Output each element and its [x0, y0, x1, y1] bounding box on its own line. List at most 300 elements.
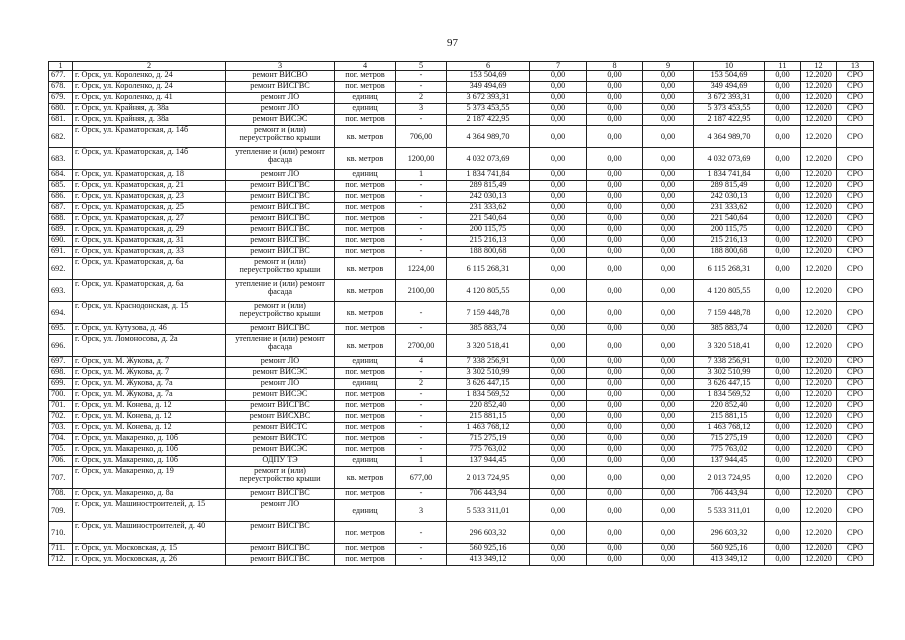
method-cell: СРО: [837, 522, 874, 544]
regional-cost-cell: 289 815,49: [694, 181, 765, 192]
quantity-cell: -: [396, 192, 447, 203]
total-cost-cell: 6 115 268,31: [447, 258, 530, 280]
column-header: 2: [73, 62, 226, 71]
method-cell: СРО: [837, 445, 874, 456]
quantity-cell: 1: [396, 456, 447, 467]
budget-cost-cell: 0,00: [587, 214, 643, 225]
owner-cost-cell: 0,00: [643, 456, 694, 467]
deadline-cell: 12.2020: [801, 181, 837, 192]
address-cell: г. Орск, ул. Краматорская, д. 6а: [73, 258, 226, 280]
budget-cost-cell: 0,00: [587, 467, 643, 489]
fund-cost-cell: 0,00: [530, 71, 587, 82]
deadline-cell: 12.2020: [801, 456, 837, 467]
fund-cost-cell: 0,00: [530, 203, 587, 214]
fund-cost-cell: 0,00: [530, 258, 587, 280]
quantity-cell: -: [396, 82, 447, 93]
quantity-cell: -: [396, 71, 447, 82]
work-type-cell: ремонт ВИСГВС: [226, 82, 335, 93]
unit-cell: пог. метров: [335, 115, 396, 126]
row-number-cell: 708.: [49, 489, 73, 500]
other-cost-cell: 0,00: [765, 126, 801, 148]
budget-cost-cell: 0,00: [587, 324, 643, 335]
unit-cell: кв. метров: [335, 280, 396, 302]
deadline-cell: 12.2020: [801, 379, 837, 390]
unit-cell: пог. метров: [335, 434, 396, 445]
address-cell: г. Орск, ул. Московская, д. 26: [73, 555, 226, 566]
total-cost-cell: 4 364 989,70: [447, 126, 530, 148]
unit-cell: единиц: [335, 456, 396, 467]
quantity-cell: -: [396, 203, 447, 214]
regional-cost-cell: 242 030,13: [694, 192, 765, 203]
row-number-cell: 684.: [49, 170, 73, 181]
quantity-cell: 2100,00: [396, 280, 447, 302]
unit-cell: единиц: [335, 93, 396, 104]
work-type-cell: ремонт ВИСГВС: [226, 236, 335, 247]
row-number-cell: 712.: [49, 555, 73, 566]
other-cost-cell: 0,00: [765, 225, 801, 236]
address-cell: г. Орск, ул. Краматорская, д. 21: [73, 181, 226, 192]
unit-cell: пог. метров: [335, 555, 396, 566]
fund-cost-cell: 0,00: [530, 192, 587, 203]
owner-cost-cell: 0,00: [643, 544, 694, 555]
table-row: [49, 236, 874, 247]
deadline-cell: 12.2020: [801, 82, 837, 93]
other-cost-cell: 0,00: [765, 82, 801, 93]
row-number-cell: 694.: [49, 302, 73, 324]
quantity-cell: -: [396, 489, 447, 500]
other-cost-cell: 0,00: [765, 368, 801, 379]
fund-cost-cell: 0,00: [530, 214, 587, 225]
method-cell: СРО: [837, 401, 874, 412]
unit-cell: пог. метров: [335, 236, 396, 247]
owner-cost-cell: 0,00: [643, 203, 694, 214]
work-type-cell: ремонт ВИСГВС: [226, 555, 335, 566]
total-cost-cell: 4 032 073,69: [447, 148, 530, 170]
header-row: [49, 62, 874, 71]
total-cost-cell: 215 216,13: [447, 236, 530, 247]
row-number-cell: 680.: [49, 104, 73, 115]
deadline-cell: 12.2020: [801, 236, 837, 247]
work-type-cell: ремонт и (или) переустройство крыши: [226, 258, 335, 280]
owner-cost-cell: 0,00: [643, 104, 694, 115]
unit-cell: кв. метров: [335, 148, 396, 170]
budget-cost-cell: 0,00: [587, 181, 643, 192]
work-type-cell: ремонт и (или) переустройство крыши: [226, 467, 335, 489]
other-cost-cell: 0,00: [765, 302, 801, 324]
address-cell: г. Орск, ул. М. Конева, д. 12: [73, 412, 226, 423]
address-cell: г. Орск, ул. Краматорская, д. 18: [73, 170, 226, 181]
table-row: [49, 214, 874, 225]
row-number-cell: 689.: [49, 225, 73, 236]
table-row: [49, 302, 874, 324]
address-cell: г. Орск, ул. Краматорская, д. 27: [73, 214, 226, 225]
method-cell: СРО: [837, 302, 874, 324]
total-cost-cell: 3 302 510,99: [447, 368, 530, 379]
deadline-cell: 12.2020: [801, 170, 837, 181]
fund-cost-cell: 0,00: [530, 335, 587, 357]
fund-cost-cell: 0,00: [530, 126, 587, 148]
regional-cost-cell: 775 763,02: [694, 445, 765, 456]
deadline-cell: 12.2020: [801, 368, 837, 379]
row-number-cell: 700.: [49, 390, 73, 401]
row-number-cell: 701.: [49, 401, 73, 412]
total-cost-cell: 715 275,19: [447, 434, 530, 445]
owner-cost-cell: 0,00: [643, 467, 694, 489]
row-number-cell: 677.: [49, 71, 73, 82]
method-cell: СРО: [837, 71, 874, 82]
method-cell: СРО: [837, 423, 874, 434]
row-number-cell: 682.: [49, 126, 73, 148]
budget-cost-cell: 0,00: [587, 412, 643, 423]
fund-cost-cell: 0,00: [530, 445, 587, 456]
budget-cost-cell: 0,00: [587, 258, 643, 280]
owner-cost-cell: 0,00: [643, 192, 694, 203]
column-header: 8: [587, 62, 643, 71]
row-number-cell: 697.: [49, 357, 73, 368]
fund-cost-cell: 0,00: [530, 170, 587, 181]
quantity-cell: 2: [396, 379, 447, 390]
table-row: [49, 247, 874, 258]
other-cost-cell: 0,00: [765, 379, 801, 390]
unit-cell: пог. метров: [335, 192, 396, 203]
regional-cost-cell: 715 275,19: [694, 434, 765, 445]
address-cell: г. Орск, ул. Краснодонская, д. 15: [73, 302, 226, 324]
total-cost-cell: 215 881,15: [447, 412, 530, 423]
method-cell: СРО: [837, 489, 874, 500]
work-type-cell: ремонт ВИСГВС: [226, 214, 335, 225]
owner-cost-cell: 0,00: [643, 236, 694, 247]
budget-cost-cell: 0,00: [587, 456, 643, 467]
other-cost-cell: 0,00: [765, 258, 801, 280]
row-number-cell: 707.: [49, 467, 73, 489]
quantity-cell: -: [396, 214, 447, 225]
owner-cost-cell: 0,00: [643, 434, 694, 445]
quantity-cell: -: [396, 115, 447, 126]
other-cost-cell: 0,00: [765, 170, 801, 181]
method-cell: СРО: [837, 181, 874, 192]
regional-cost-cell: 188 800,68: [694, 247, 765, 258]
table-row: [49, 71, 874, 82]
regional-cost-cell: 215 881,15: [694, 412, 765, 423]
unit-cell: кв. метров: [335, 126, 396, 148]
regional-cost-cell: 6 115 268,31: [694, 258, 765, 280]
method-cell: СРО: [837, 170, 874, 181]
quantity-cell: 1200,00: [396, 148, 447, 170]
regional-cost-cell: 385 883,74: [694, 324, 765, 335]
row-number-cell: 710.: [49, 522, 73, 544]
deadline-cell: 12.2020: [801, 280, 837, 302]
unit-cell: пог. метров: [335, 368, 396, 379]
regional-cost-cell: 4 032 073,69: [694, 148, 765, 170]
column-header: 1: [49, 62, 73, 71]
works-table: [48, 61, 874, 566]
total-cost-cell: 560 925,16: [447, 544, 530, 555]
deadline-cell: 12.2020: [801, 247, 837, 258]
fund-cost-cell: 0,00: [530, 456, 587, 467]
column-header: 13: [837, 62, 874, 71]
total-cost-cell: 242 030,13: [447, 192, 530, 203]
total-cost-cell: 1 834 741,84: [447, 170, 530, 181]
row-number-cell: 702.: [49, 412, 73, 423]
deadline-cell: 12.2020: [801, 412, 837, 423]
method-cell: СРО: [837, 192, 874, 203]
quantity-cell: -: [396, 181, 447, 192]
address-cell: г. Орск, ул. Краматорская, д. 29: [73, 225, 226, 236]
table-row: [49, 445, 874, 456]
owner-cost-cell: 0,00: [643, 71, 694, 82]
deadline-cell: 12.2020: [801, 544, 837, 555]
regional-cost-cell: 2 187 422,95: [694, 115, 765, 126]
address-cell: г. Орск, ул. Макаренко, д. 19: [73, 467, 226, 489]
other-cost-cell: 0,00: [765, 544, 801, 555]
budget-cost-cell: 0,00: [587, 93, 643, 104]
address-cell: г. Орск, ул. Краматорская, д. 6а: [73, 280, 226, 302]
table-row: [49, 401, 874, 412]
budget-cost-cell: 0,00: [587, 203, 643, 214]
owner-cost-cell: 0,00: [643, 148, 694, 170]
fund-cost-cell: 0,00: [530, 280, 587, 302]
table-row: [49, 412, 874, 423]
unit-cell: пог. метров: [335, 247, 396, 258]
total-cost-cell: 221 540,64: [447, 214, 530, 225]
deadline-cell: 12.2020: [801, 390, 837, 401]
owner-cost-cell: 0,00: [643, 423, 694, 434]
address-cell: г. Орск, ул. М. Жукова, д. 7а: [73, 379, 226, 390]
fund-cost-cell: 0,00: [530, 401, 587, 412]
fund-cost-cell: 0,00: [530, 302, 587, 324]
owner-cost-cell: 0,00: [643, 368, 694, 379]
quantity-cell: 4: [396, 357, 447, 368]
budget-cost-cell: 0,00: [587, 555, 643, 566]
deadline-cell: 12.2020: [801, 423, 837, 434]
table-row: [49, 379, 874, 390]
owner-cost-cell: 0,00: [643, 93, 694, 104]
other-cost-cell: 0,00: [765, 324, 801, 335]
regional-cost-cell: 5 533 311,01: [694, 500, 765, 522]
work-type-cell: ремонт ЛО: [226, 500, 335, 522]
owner-cost-cell: 0,00: [643, 247, 694, 258]
budget-cost-cell: 0,00: [587, 115, 643, 126]
method-cell: СРО: [837, 280, 874, 302]
column-header: 12: [801, 62, 837, 71]
budget-cost-cell: 0,00: [587, 71, 643, 82]
other-cost-cell: 0,00: [765, 456, 801, 467]
quantity-cell: 706,00: [396, 126, 447, 148]
quantity-cell: -: [396, 423, 447, 434]
table-row: [49, 390, 874, 401]
other-cost-cell: 0,00: [765, 236, 801, 247]
method-cell: СРО: [837, 500, 874, 522]
table-row: [49, 467, 874, 489]
fund-cost-cell: 0,00: [530, 148, 587, 170]
work-type-cell: ремонт ВИСГВС: [226, 203, 335, 214]
method-cell: СРО: [837, 247, 874, 258]
table-row: [49, 434, 874, 445]
address-cell: г. Орск, ул. Короленко, д. 24: [73, 82, 226, 93]
unit-cell: единиц: [335, 104, 396, 115]
table-row: [49, 181, 874, 192]
fund-cost-cell: 0,00: [530, 489, 587, 500]
table-row: [49, 148, 874, 170]
total-cost-cell: 5 533 311,01: [447, 500, 530, 522]
address-cell: г. Орск, ул. М. Жукова, д. 7: [73, 357, 226, 368]
total-cost-cell: 7 159 448,78: [447, 302, 530, 324]
other-cost-cell: 0,00: [765, 214, 801, 225]
work-type-cell: ремонт и (или) переустройство крыши: [226, 126, 335, 148]
fund-cost-cell: 0,00: [530, 423, 587, 434]
budget-cost-cell: 0,00: [587, 82, 643, 93]
budget-cost-cell: 0,00: [587, 126, 643, 148]
method-cell: СРО: [837, 225, 874, 236]
deadline-cell: 12.2020: [801, 192, 837, 203]
other-cost-cell: 0,00: [765, 104, 801, 115]
regional-cost-cell: 3 302 510,99: [694, 368, 765, 379]
address-cell: г. Орск, ул. М. Конева, д. 12: [73, 423, 226, 434]
quantity-cell: -: [396, 434, 447, 445]
method-cell: СРО: [837, 82, 874, 93]
deadline-cell: 12.2020: [801, 357, 837, 368]
unit-cell: пог. метров: [335, 412, 396, 423]
budget-cost-cell: 0,00: [587, 357, 643, 368]
other-cost-cell: 0,00: [765, 401, 801, 412]
fund-cost-cell: 0,00: [530, 390, 587, 401]
work-type-cell: ремонт ВИСГВС: [226, 192, 335, 203]
method-cell: СРО: [837, 236, 874, 247]
method-cell: СРО: [837, 412, 874, 423]
work-type-cell: ремонт ЛО: [226, 379, 335, 390]
other-cost-cell: 0,00: [765, 192, 801, 203]
row-number-cell: 685.: [49, 181, 73, 192]
regional-cost-cell: 2 013 724,95: [694, 467, 765, 489]
other-cost-cell: 0,00: [765, 489, 801, 500]
fund-cost-cell: 0,00: [530, 500, 587, 522]
regional-cost-cell: 7 338 256,91: [694, 357, 765, 368]
quantity-cell: 2700,00: [396, 335, 447, 357]
work-type-cell: ремонт и (или) переустройство крыши: [226, 302, 335, 324]
fund-cost-cell: 0,00: [530, 93, 587, 104]
budget-cost-cell: 0,00: [587, 247, 643, 258]
method-cell: СРО: [837, 368, 874, 379]
table-row: [49, 203, 874, 214]
deadline-cell: 12.2020: [801, 489, 837, 500]
regional-cost-cell: 5 373 453,55: [694, 104, 765, 115]
other-cost-cell: 0,00: [765, 181, 801, 192]
deadline-cell: 12.2020: [801, 555, 837, 566]
owner-cost-cell: 0,00: [643, 82, 694, 93]
address-cell: г. Орск, ул. М. Жукова, д. 7: [73, 368, 226, 379]
address-cell: г. Орск, ул. Краматорская, д. 23: [73, 192, 226, 203]
total-cost-cell: 3 626 447,15: [447, 379, 530, 390]
deadline-cell: 12.2020: [801, 522, 837, 544]
table-row: [49, 357, 874, 368]
fund-cost-cell: 0,00: [530, 236, 587, 247]
deadline-cell: 12.2020: [801, 500, 837, 522]
work-type-cell: ремонт ВИСГВС: [226, 489, 335, 500]
row-number-cell: 688.: [49, 214, 73, 225]
method-cell: СРО: [837, 379, 874, 390]
budget-cost-cell: 0,00: [587, 379, 643, 390]
other-cost-cell: 0,00: [765, 423, 801, 434]
work-type-cell: ремонт ВИСХВС: [226, 412, 335, 423]
budget-cost-cell: 0,00: [587, 390, 643, 401]
unit-cell: пог. метров: [335, 82, 396, 93]
quantity-cell: 3: [396, 500, 447, 522]
budget-cost-cell: 0,00: [587, 434, 643, 445]
unit-cell: пог. метров: [335, 544, 396, 555]
table-row: [49, 522, 874, 544]
owner-cost-cell: 0,00: [643, 302, 694, 324]
regional-cost-cell: 7 159 448,78: [694, 302, 765, 324]
column-header: 5: [396, 62, 447, 71]
row-number-cell: 711.: [49, 544, 73, 555]
deadline-cell: 12.2020: [801, 71, 837, 82]
table-row: [49, 93, 874, 104]
row-number-cell: 709.: [49, 500, 73, 522]
regional-cost-cell: 4 120 805,55: [694, 280, 765, 302]
fund-cost-cell: 0,00: [530, 544, 587, 555]
total-cost-cell: 2 187 422,95: [447, 115, 530, 126]
total-cost-cell: 231 333,62: [447, 203, 530, 214]
quantity-cell: -: [396, 412, 447, 423]
fund-cost-cell: 0,00: [530, 104, 587, 115]
owner-cost-cell: 0,00: [643, 214, 694, 225]
other-cost-cell: 0,00: [765, 467, 801, 489]
table-row: [49, 280, 874, 302]
unit-cell: пог. метров: [335, 522, 396, 544]
quantity-cell: 2: [396, 93, 447, 104]
total-cost-cell: 4 120 805,55: [447, 280, 530, 302]
quantity-cell: -: [396, 390, 447, 401]
regional-cost-cell: 413 349,12: [694, 555, 765, 566]
quantity-cell: -: [396, 544, 447, 555]
work-type-cell: ремонт ВИСЭС: [226, 368, 335, 379]
other-cost-cell: 0,00: [765, 445, 801, 456]
table-row: [49, 555, 874, 566]
row-number-cell: 681.: [49, 115, 73, 126]
row-number-cell: 698.: [49, 368, 73, 379]
deadline-cell: 12.2020: [801, 445, 837, 456]
total-cost-cell: 7 338 256,91: [447, 357, 530, 368]
owner-cost-cell: 0,00: [643, 115, 694, 126]
table-row: [49, 423, 874, 434]
column-header: 4: [335, 62, 396, 71]
address-cell: г. Орск, ул. М. Конева, д. 12: [73, 401, 226, 412]
fund-cost-cell: 0,00: [530, 522, 587, 544]
table-row: [49, 489, 874, 500]
table-row: [49, 82, 874, 93]
unit-cell: пог. метров: [335, 203, 396, 214]
unit-cell: пог. метров: [335, 324, 396, 335]
address-cell: г. Орск, ул. Ломоносова, д. 2а: [73, 335, 226, 357]
quantity-cell: 677,00: [396, 467, 447, 489]
quantity-cell: -: [396, 368, 447, 379]
address-cell: г. Орск, ул. Московская, д. 15: [73, 544, 226, 555]
address-cell: г. Орск, ул. Краматорская, д. 14б: [73, 126, 226, 148]
table-row: [49, 335, 874, 357]
owner-cost-cell: 0,00: [643, 324, 694, 335]
quantity-cell: -: [396, 324, 447, 335]
table-row: [49, 115, 874, 126]
regional-cost-cell: 221 540,64: [694, 214, 765, 225]
total-cost-cell: 2 013 724,95: [447, 467, 530, 489]
row-number-cell: 699.: [49, 379, 73, 390]
work-type-cell: ремонт ВИСГВС: [226, 181, 335, 192]
budget-cost-cell: 0,00: [587, 170, 643, 181]
deadline-cell: 12.2020: [801, 203, 837, 214]
budget-cost-cell: 0,00: [587, 423, 643, 434]
work-type-cell: ремонт ВИСГВС: [226, 401, 335, 412]
fund-cost-cell: 0,00: [530, 181, 587, 192]
